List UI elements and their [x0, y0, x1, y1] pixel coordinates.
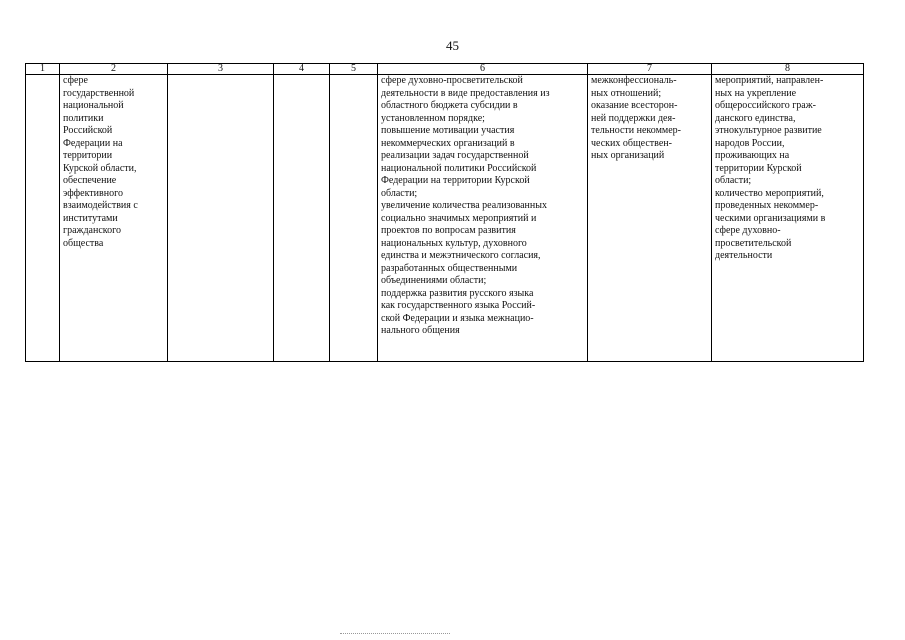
cell-col-2 — [60, 75, 168, 362]
cell-col-3 — [168, 75, 274, 362]
column-header-6: 6 — [378, 64, 588, 75]
data-table — [25, 63, 864, 362]
column-header-1: 1 — [26, 64, 60, 75]
cell-col-5 — [330, 75, 378, 362]
cell-col-7-text: межконфессиональ- ных отношений; оказание всесторон- ней поддержки дея- тельности некоммер- ческих обществен- ных организаций — [591, 75, 681, 161]
table-header-row — [26, 64, 864, 75]
cell-col-1 — [26, 75, 60, 362]
column-header-5: 5 — [330, 64, 378, 75]
cell-col-8-text: мероприятий, направлен- ных на укрепление общероссийского граж- данского единства, этнокультурное развитие народов России, проживающих на территории Курской области; количество мероприятий, проведенных некоммер- ческими организациями в сфере духовно- просветительской деятельности — [715, 75, 826, 261]
cell-col-2-text: сфере государственной национальной политики Российской Федерации на территории Курской области, обеспечение эффективного взаимодействия с институтами гражданского общества — [63, 75, 138, 249]
column-header-8: 8 — [712, 64, 864, 75]
table-row — [26, 75, 864, 362]
cell-col-6-text: сфере духовно-просветительской деятельности в виде предоставления из областного бюджета субсидии в установленном порядке; повышение мотивации участия некоммерческих организаций в реализации задач государственной национальной политики Российской Федерации на территории Курской области; увеличение количества реализованных социально значимых мероприятий и проектов по вопросам развития национальных культур, духовного единства и межэтнического согласия, разработанных общественными объединениями области; поддержка развития русского языка как государственного языка Россий- ской Федерации и языка межнацио- нального общения — [381, 75, 550, 336]
cell-col-4 — [274, 75, 330, 362]
column-header-7: 7 — [588, 64, 712, 75]
cell-col-6 — [378, 75, 588, 362]
scan-artifact-mark — [340, 633, 450, 636]
column-header-3: 3 — [168, 64, 274, 75]
cell-col-8 — [712, 75, 864, 362]
page-number: 45 — [446, 38, 459, 53]
column-header-4: 4 — [274, 64, 330, 75]
column-header-2: 2 — [60, 64, 168, 75]
cell-col-7 — [588, 75, 712, 362]
